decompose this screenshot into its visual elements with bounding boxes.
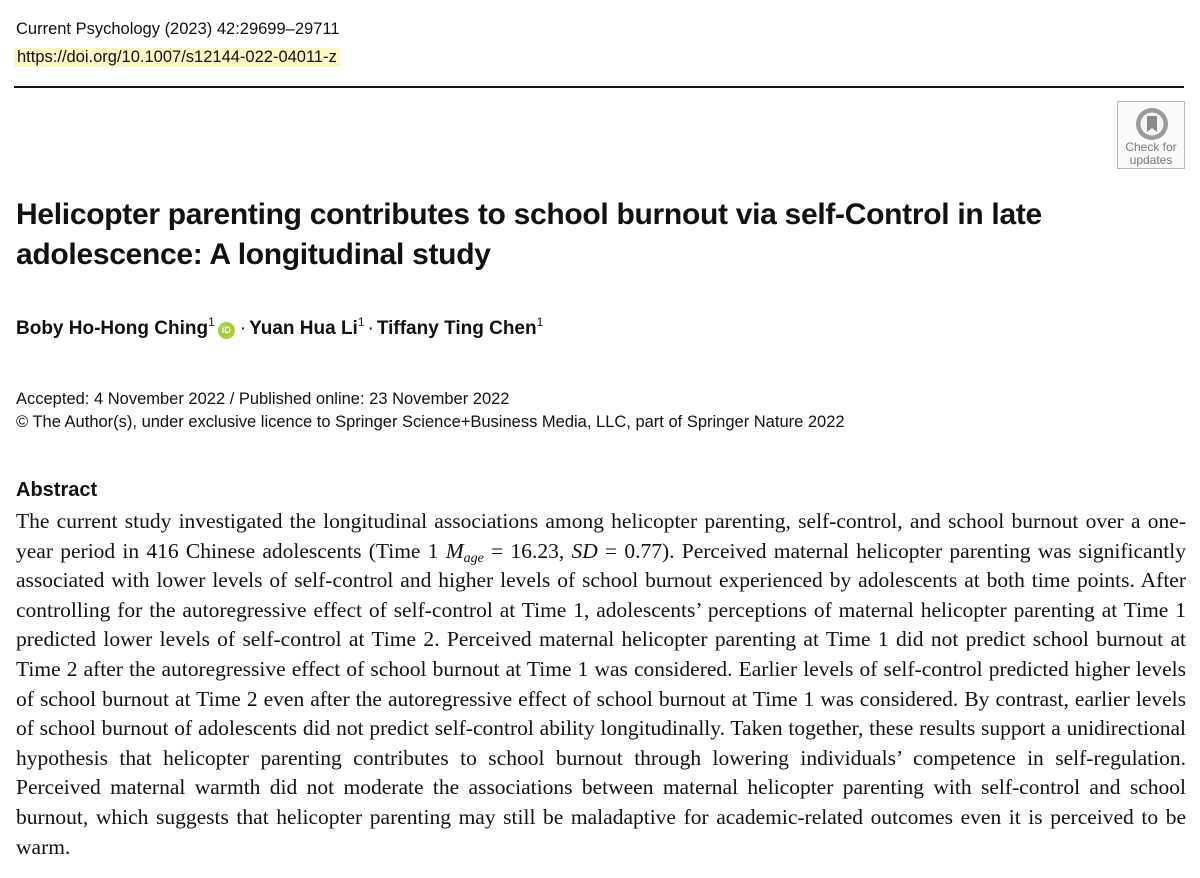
check-for-updates-badge[interactable]: [1117, 101, 1185, 169]
header-divider: [14, 86, 1184, 88]
abstract-part-2: = 16.23,: [483, 538, 572, 563]
author-list: [16, 315, 544, 340]
badge-line-2: updates: [1129, 152, 1173, 167]
badge-line-1: Check for: [1125, 140, 1177, 154]
abstract-heading: Abstract: [16, 479, 98, 501]
publication-dates: Accepted: 4 November 2022 / Published online: 23 November 2022: [16, 390, 510, 408]
author-separator: ·: [367, 318, 374, 339]
mean-age-subscript: age: [463, 550, 484, 566]
author-name[interactable]: Tiffany Ting Chen: [376, 318, 537, 339]
author-affiliation: 1: [208, 315, 215, 329]
author-separator: ·: [239, 318, 247, 339]
journal-citation: Current Psychology (2023) 42:29699–29711: [16, 20, 340, 38]
doi-link[interactable]: https://doi.org/10.1007/s12144-022-04011-z: [14, 48, 340, 67]
author-name[interactable]: Boby Ho-Hong Ching: [16, 318, 209, 339]
mean-age-symbol: M: [445, 538, 464, 563]
check-updates-icon: [1134, 106, 1170, 142]
orcid-icon[interactable]: iD: [218, 322, 235, 339]
abstract-text: [16, 507, 1186, 862]
abstract-part-1: The current study investigated the longitudinal associations among helicopter parenting, self-control, and school burnout over a one-year period in 416 Chinese adolescents (Time 1: [16, 509, 1186, 563]
copyright-notice: © The Author(s), under exclusive licence to Springer Science+Business Media, LLC, part of Springer Nature 2022: [16, 413, 845, 431]
paper-title: Helicopter parenting contributes to school burnout via self-Control in late adolescence: A longitudinal study: [16, 198, 1042, 271]
author-affiliation: 1: [536, 315, 544, 329]
sd-symbol: SD: [571, 538, 598, 563]
author-name[interactable]: Yuan Hua Li: [249, 318, 358, 339]
abstract-part-3: = 0.77). Perceived maternal helicopter parenting was significantly associated with lower levels of self-control and higher levels of school burnout experienced by adolescents at both time points. After controlling for the autoregressive effect of self-control at Time 1, adolescents’ perceptions of maternal helicopter parenting at Time 1 predicted lower levels of self-control at Time 2. Perceived maternal helicopter parenting at Time 1 did not predict school burnout at Time 2 after the autoregressive effect of school burnout at Time 1 was considered. Earlier levels of self-control predicted higher levels of school burnout at Time 2 even after the autoregressive effect of school burnout at Time 1 was considered. By contrast, earlier levels of school burnout of adolescents did not predict self-control ability longitudinally. Taken together, these results support a unidirectional hypothesis that helicopter parenting contributes to school burnout through lowering individuals’ competence in self-regulation. Perceived maternal warmth did not moderate the associations between maternal helicopter parenting with self-control and school burnout, which suggests that helicopter parenting may still be maladaptive for academic-related outcomes even it is perceived to be warm.: [16, 538, 1186, 859]
author-affiliation: 1: [357, 315, 365, 329]
